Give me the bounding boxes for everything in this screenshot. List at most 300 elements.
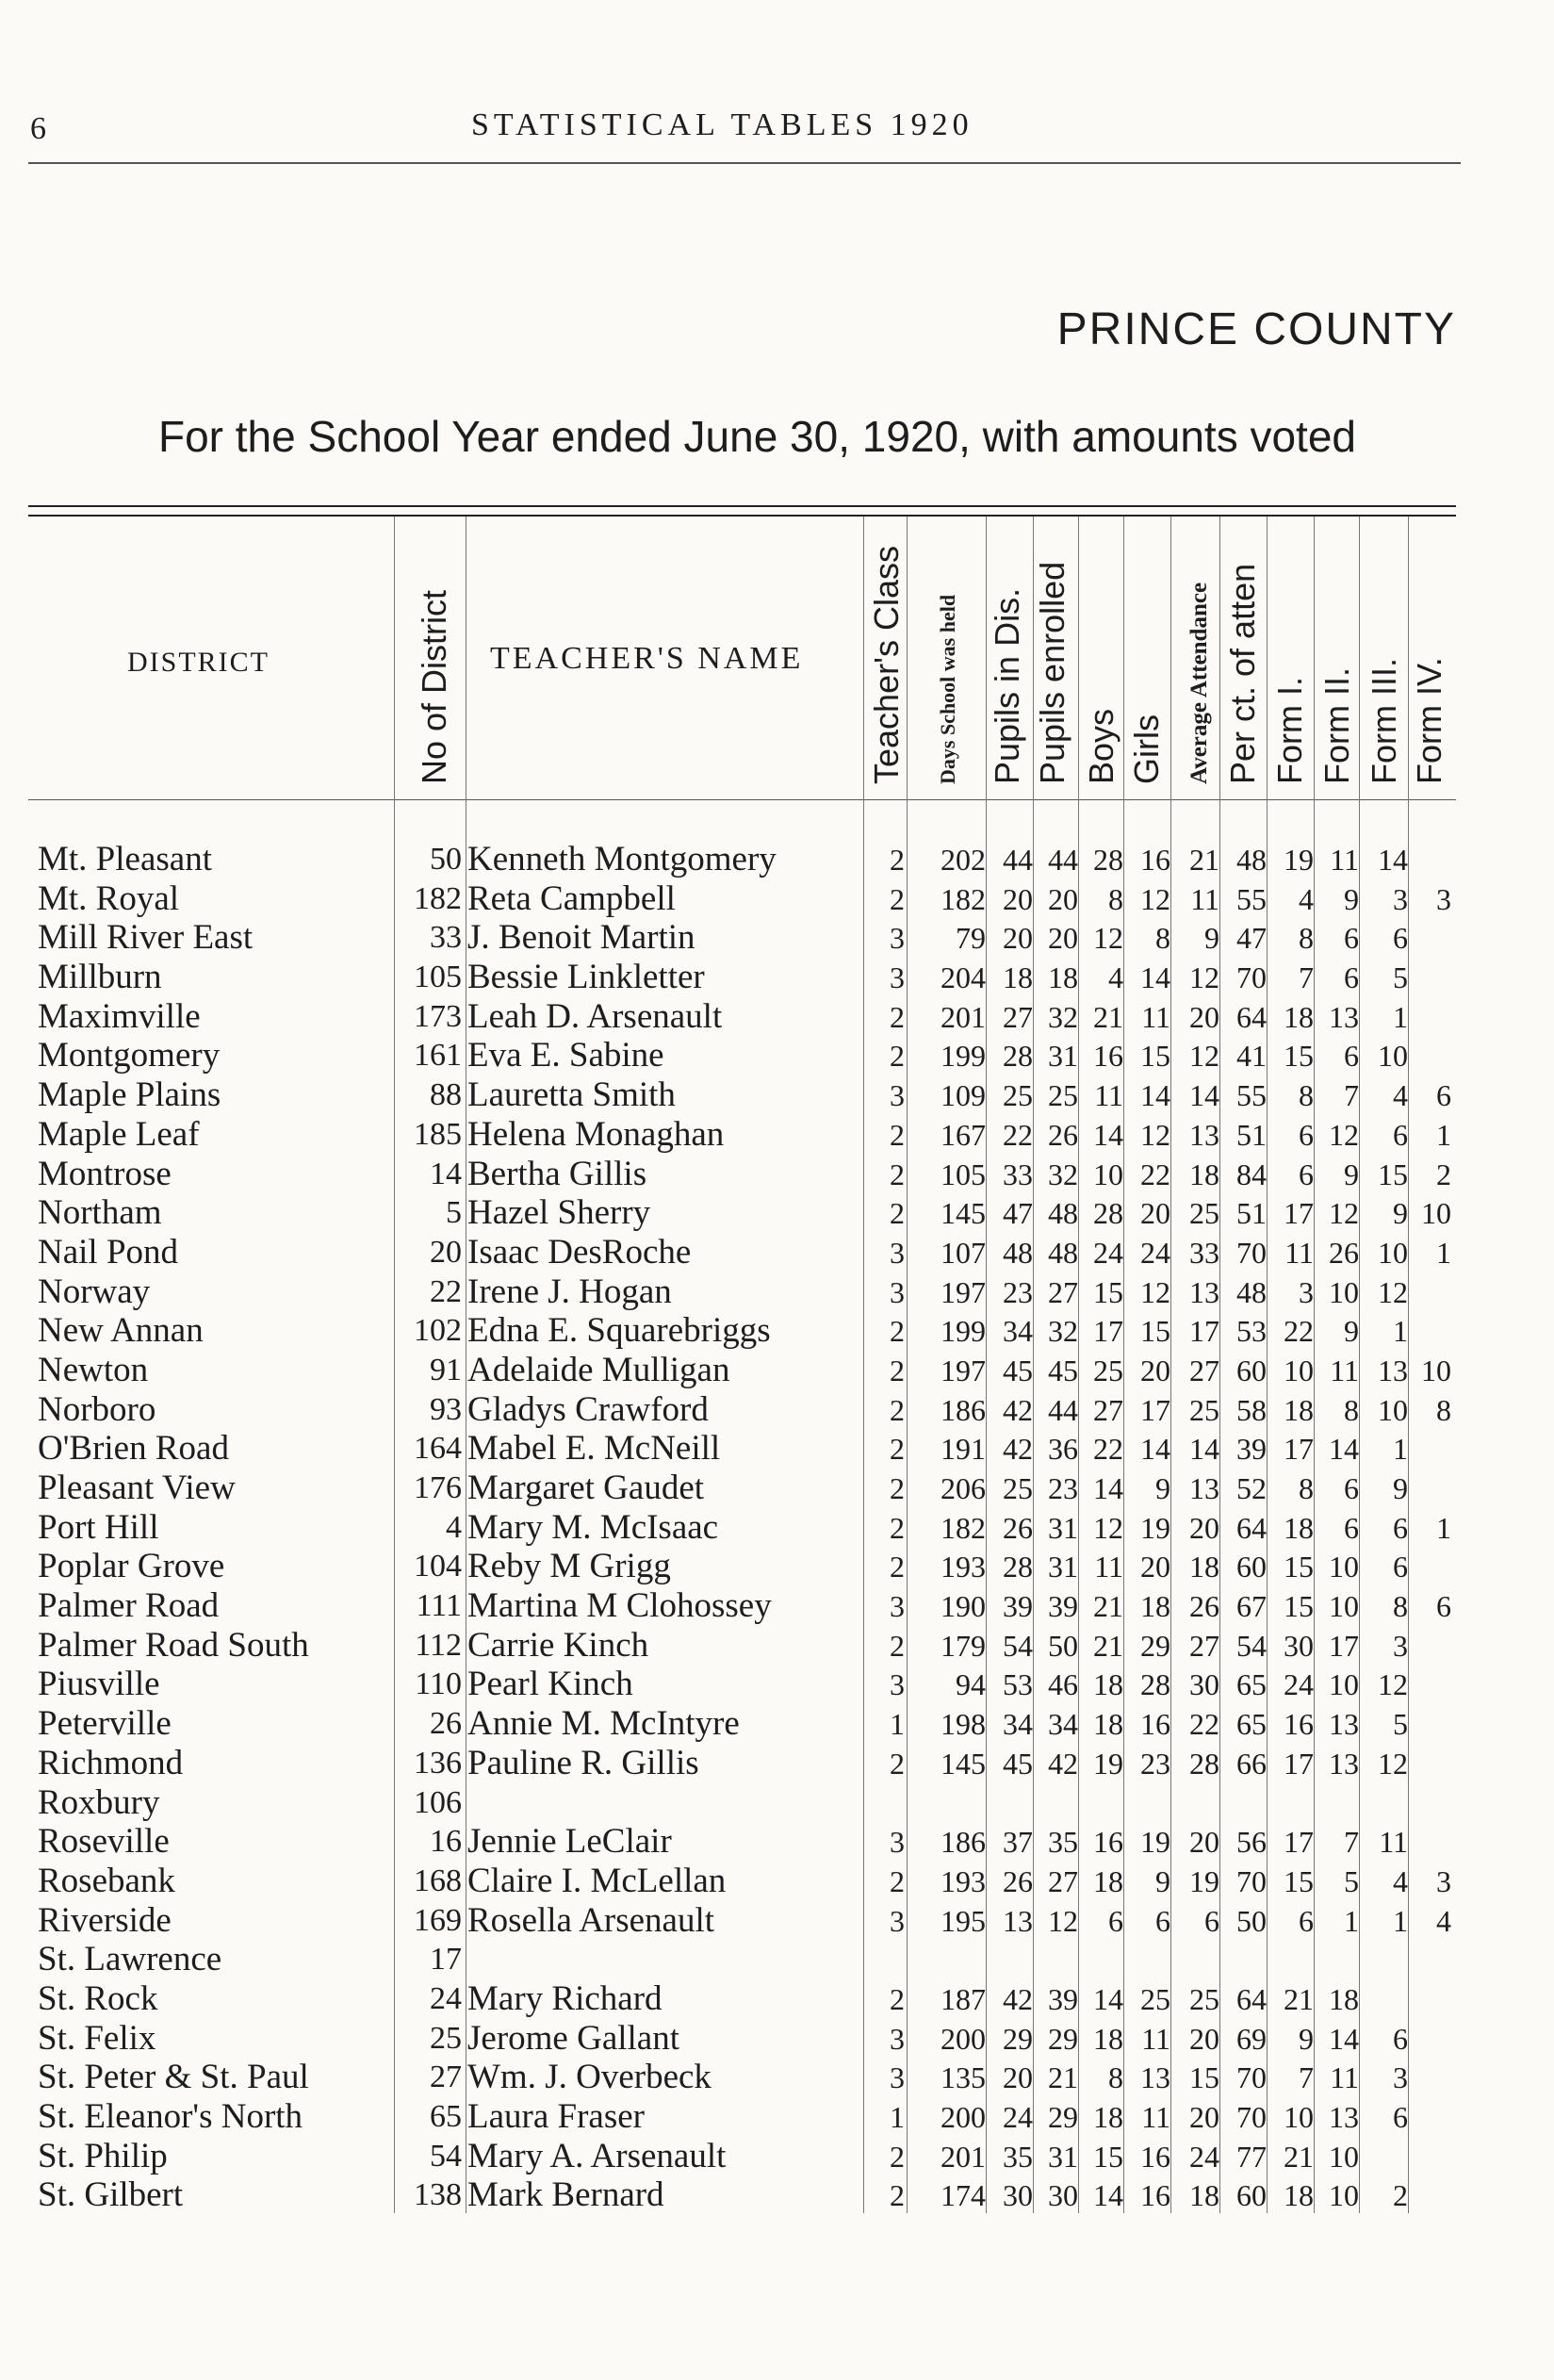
- pupils-in-dis-cell: 25: [1003, 1471, 1033, 1505]
- form2-cell: 11: [1330, 843, 1359, 877]
- district-cell: Norboro: [38, 1389, 156, 1429]
- form1-cell: 22: [1284, 1314, 1314, 1349]
- district-cell: Palmer Road South: [38, 1625, 309, 1665]
- form2-cell: 6: [1344, 1471, 1359, 1505]
- column-header-form1: Form I.: [1270, 677, 1309, 784]
- average-attendance-cell: 33: [1189, 1235, 1219, 1270]
- district-cell: St. Lawrence: [38, 1940, 222, 1979]
- average-attendance-cell: 14: [1189, 1432, 1219, 1467]
- form3-cell: 10: [1378, 1039, 1408, 1074]
- boys-cell: 14: [1093, 2178, 1123, 2213]
- pupils-in-dis-cell: 22: [1003, 1117, 1033, 1152]
- days-held-cell: 199: [941, 1039, 986, 1074]
- district-number-cell: 50: [430, 842, 462, 877]
- pupils-enrolled-cell: 48: [1048, 1235, 1078, 1270]
- pupils-enrolled-cell: 30: [1048, 2178, 1078, 2213]
- form2-cell: 10: [1329, 2178, 1359, 2213]
- teacher-name-cell: Martina M Clohossey: [467, 1586, 772, 1626]
- girls-cell: 24: [1140, 1235, 1170, 1270]
- average-attendance-cell: 24: [1189, 2139, 1219, 2174]
- column-header-boys: Boys: [1082, 708, 1121, 784]
- table-row: [0, 917, 1554, 957]
- per-ct-cell: 55: [1236, 1078, 1267, 1113]
- form3-cell: 10: [1378, 1235, 1408, 1270]
- average-attendance-cell: 20: [1189, 2021, 1219, 2056]
- boys-cell: 27: [1093, 1392, 1123, 1427]
- table-body: [0, 839, 1554, 2214]
- table-row: [0, 1192, 1554, 1232]
- teacher-name-cell: Annie M. McIntyre: [467, 1704, 740, 1744]
- table-row: [0, 2057, 1554, 2096]
- teacher-class-cell: 3: [890, 1078, 905, 1113]
- days-held-cell: 193: [941, 1550, 986, 1584]
- girls-cell: 28: [1140, 1667, 1170, 1702]
- form1-cell: 10: [1284, 2100, 1314, 2134]
- form1-cell: 9: [1299, 2021, 1314, 2056]
- teacher-name-cell: Jennie LeClair: [467, 1822, 672, 1862]
- girls-cell: 20: [1140, 1353, 1170, 1387]
- form1-cell: 21: [1284, 1981, 1314, 2016]
- table-row: [0, 1900, 1554, 1940]
- district-cell: Millburn: [38, 958, 162, 997]
- table-row: [0, 1664, 1554, 1703]
- form1-cell: 17: [1284, 1432, 1314, 1467]
- form2-cell: 7: [1344, 1078, 1359, 1113]
- form1-cell: 18: [1284, 1392, 1314, 1427]
- teacher-class-cell: 2: [890, 1157, 905, 1191]
- table-row: [0, 1507, 1554, 1547]
- district-cell: St. Felix: [38, 2018, 156, 2058]
- average-attendance-cell: 21: [1189, 843, 1219, 877]
- pupils-in-dis-cell: 27: [1003, 999, 1033, 1034]
- days-held-cell: 109: [941, 1078, 986, 1113]
- average-attendance-cell: 25: [1189, 1981, 1219, 2016]
- form2-cell: 13: [1329, 1746, 1359, 1781]
- table-row: [0, 1585, 1554, 1625]
- teacher-name-cell: Carrie Kinch: [467, 1625, 649, 1665]
- teacher-name-cell: Adelaide Mulligan: [467, 1350, 730, 1389]
- girls-cell: 16: [1140, 2139, 1170, 2174]
- page-number: 6: [30, 111, 46, 146]
- column-header-form4: Form IV.: [1410, 657, 1448, 784]
- days-held-cell: 202: [941, 843, 986, 877]
- district-number-cell: 5: [446, 1195, 462, 1231]
- form4-cell: 10: [1421, 1196, 1451, 1231]
- pupils-in-dis-cell: 20: [1003, 2060, 1033, 2095]
- form4-cell: 1: [1436, 1117, 1451, 1152]
- teacher-class-cell: 2: [890, 999, 905, 1034]
- per-ct-cell: 53: [1236, 1314, 1267, 1349]
- days-held-cell: 94: [956, 1667, 986, 1702]
- form1-cell: 18: [1284, 1510, 1314, 1545]
- running-title: STATISTICAL TABLES 1920: [471, 107, 973, 142]
- form3-cell: 12: [1378, 1274, 1408, 1309]
- form1-cell: 8: [1299, 1471, 1314, 1505]
- days-held-cell: 197: [941, 1274, 986, 1309]
- girls-cell: 25: [1140, 1981, 1170, 2016]
- district-cell: Northam: [38, 1193, 162, 1233]
- form1-cell: 30: [1284, 1628, 1314, 1663]
- average-attendance-cell: 27: [1189, 1628, 1219, 1663]
- average-attendance-cell: 20: [1189, 1825, 1219, 1860]
- teacher-class-cell: 2: [890, 1314, 905, 1349]
- days-held-cell: 187: [941, 1981, 986, 2016]
- teacher-name-cell: Irene J. Hogan: [467, 1272, 672, 1311]
- average-attendance-cell: 20: [1189, 999, 1219, 1034]
- district-cell: Palmer Road: [38, 1586, 220, 1626]
- per-ct-cell: 66: [1236, 1746, 1267, 1781]
- district-number-cell: 4: [446, 1509, 462, 1545]
- per-ct-cell: 60: [1236, 1353, 1267, 1387]
- district-number-cell: 33: [430, 920, 462, 956]
- pupils-in-dis-cell: 28: [1003, 1550, 1033, 1584]
- form1-cell: 15: [1284, 1550, 1314, 1584]
- per-ct-cell: 64: [1236, 1981, 1267, 2016]
- boys-cell: 25: [1093, 1353, 1123, 1387]
- form1-cell: 4: [1299, 881, 1314, 916]
- teacher-name-cell: Pauline R. Gillis: [467, 1743, 699, 1782]
- days-held-cell: 190: [941, 1589, 986, 1624]
- district-number-cell: 93: [430, 1391, 462, 1427]
- teacher-name-cell: Mabel E. McNeill: [467, 1429, 721, 1469]
- form2-cell: 7: [1344, 1825, 1359, 1860]
- form3-cell: 3: [1393, 1628, 1408, 1663]
- pupils-in-dis-cell: 42: [1003, 1981, 1033, 2016]
- boys-cell: 21: [1093, 1628, 1123, 1663]
- average-attendance-cell: 20: [1189, 2100, 1219, 2134]
- per-ct-cell: 56: [1236, 1825, 1267, 1860]
- district-cell: Maximville: [38, 996, 201, 1036]
- form1-cell: 6: [1299, 1157, 1314, 1191]
- table-row: [0, 1350, 1554, 1389]
- pupils-in-dis-cell: 26: [1003, 1510, 1033, 1545]
- district-number-cell: 16: [430, 1824, 462, 1860]
- form2-cell: 18: [1329, 1981, 1359, 2016]
- form1-cell: 17: [1284, 1196, 1314, 1231]
- average-attendance-cell: 28: [1189, 1746, 1219, 1781]
- boys-cell: 21: [1093, 1589, 1123, 1624]
- district-number-cell: 168: [414, 1863, 462, 1898]
- per-ct-cell: 77: [1236, 2139, 1267, 2174]
- form2-cell: 10: [1329, 1274, 1359, 1309]
- pupils-enrolled-cell: 39: [1048, 1981, 1078, 2016]
- district-number-cell: 54: [430, 2138, 462, 2174]
- form2-cell: 17: [1329, 1628, 1359, 1663]
- girls-cell: 19: [1140, 1510, 1170, 1545]
- form2-cell: 10: [1329, 2139, 1359, 2174]
- table-row: [0, 1743, 1554, 1782]
- county-title: PRINCE COUNTY: [1056, 304, 1456, 354]
- teacher-class-cell: 2: [890, 1353, 905, 1387]
- teacher-class-cell: 3: [890, 1667, 905, 1702]
- girls-cell: 14: [1140, 960, 1170, 995]
- boys-cell: 18: [1093, 1667, 1123, 1702]
- boys-cell: 22: [1093, 1432, 1123, 1467]
- pupils-in-dis-cell: 18: [1003, 960, 1033, 995]
- district-number-cell: 17: [430, 1942, 462, 1978]
- table-row: [0, 957, 1554, 996]
- table-row: [0, 1546, 1554, 1585]
- pupils-enrolled-cell: 25: [1048, 1078, 1078, 1113]
- form3-cell: 11: [1379, 1825, 1408, 1860]
- form1-cell: 6: [1299, 1117, 1314, 1152]
- form3-cell: 12: [1378, 1667, 1408, 1702]
- table-row: [0, 1428, 1554, 1468]
- district-number-cell: 173: [414, 998, 462, 1034]
- pupils-in-dis-cell: 26: [1003, 1863, 1033, 1898]
- form4-cell: 3: [1436, 881, 1451, 916]
- average-attendance-cell: 25: [1189, 1392, 1219, 1427]
- teacher-name-cell: Leah D. Arsenault: [467, 996, 723, 1036]
- teacher-class-cell: 2: [890, 1746, 905, 1781]
- table-row: [0, 1075, 1554, 1114]
- average-attendance-cell: 14: [1189, 1078, 1219, 1113]
- district-number-cell: 138: [414, 2177, 462, 2213]
- district-cell: Maple Leaf: [38, 1114, 200, 1154]
- days-held-cell: 193: [941, 1863, 986, 1898]
- table-row: [0, 878, 1554, 918]
- pupils-enrolled-cell: 36: [1048, 1432, 1078, 1467]
- teacher-class-cell: 2: [890, 1432, 905, 1467]
- pupils-enrolled-cell: 44: [1048, 1392, 1078, 1427]
- average-attendance-cell: 18: [1189, 2178, 1219, 2213]
- girls-cell: 17: [1140, 1392, 1170, 1427]
- form3-cell: 4: [1393, 1078, 1408, 1113]
- district-cell: Roseville: [38, 1822, 170, 1862]
- per-ct-cell: 70: [1236, 2100, 1267, 2134]
- girls-cell: 29: [1140, 1628, 1170, 1663]
- girls-cell: 11: [1141, 2100, 1170, 2134]
- per-ct-cell: 51: [1236, 1196, 1267, 1231]
- form3-cell: 8: [1393, 1589, 1408, 1624]
- teacher-name-cell: J. Benoit Martin: [467, 918, 695, 958]
- form2-cell: 10: [1329, 1589, 1359, 1624]
- table-row: [0, 1154, 1554, 1193]
- district-cell: Poplar Grove: [38, 1547, 225, 1586]
- year-subtitle: For the School Year ended June 30, 1920, with amounts voted: [158, 412, 1356, 461]
- form2-cell: 6: [1344, 921, 1359, 956]
- per-ct-cell: 58: [1236, 1392, 1267, 1427]
- district-cell: O'Brien Road: [38, 1429, 229, 1469]
- district-number-cell: 176: [414, 1470, 462, 1505]
- table-row: [0, 1114, 1554, 1154]
- boys-cell: 28: [1093, 1196, 1123, 1231]
- teacher-class-cell: 2: [890, 1863, 905, 1898]
- column-header-district: DISTRICT: [127, 647, 270, 678]
- district-cell: Norway: [38, 1272, 151, 1311]
- teacher-name-cell: Isaac DesRoche: [467, 1232, 692, 1272]
- pupils-in-dis-cell: 23: [1003, 1274, 1033, 1309]
- girls-cell: 12: [1140, 1274, 1170, 1309]
- form2-cell: 11: [1330, 2060, 1359, 2095]
- district-number-cell: 24: [430, 1980, 462, 2016]
- table-row: [0, 1978, 1554, 2018]
- form4-cell: 10: [1421, 1353, 1451, 1387]
- average-attendance-cell: 17: [1189, 1314, 1219, 1349]
- form1-cell: 8: [1299, 921, 1314, 956]
- table-row: [0, 1625, 1554, 1665]
- pupils-in-dis-cell: 35: [1003, 2139, 1033, 2174]
- pupils-in-dis-cell: 13: [1003, 1903, 1033, 1938]
- teacher-class-cell: 2: [890, 1510, 905, 1545]
- days-held-cell: 191: [941, 1432, 986, 1467]
- column-header-no-of-district: No of District: [415, 589, 453, 784]
- teacher-class-cell: 2: [890, 1039, 905, 1074]
- district-cell: New Annan: [38, 1311, 204, 1351]
- table-row: [0, 1272, 1554, 1311]
- table-row: [0, 1821, 1554, 1861]
- days-held-cell: 179: [941, 1628, 986, 1663]
- form1-cell: 6: [1299, 1903, 1314, 1938]
- table-row: [0, 2096, 1554, 2136]
- boys-cell: 11: [1094, 1078, 1123, 1113]
- boys-cell: 18: [1093, 1707, 1123, 1742]
- form1-cell: 18: [1284, 2178, 1314, 2213]
- form4-cell: 4: [1436, 1903, 1451, 1938]
- district-cell: Riverside: [38, 1900, 172, 1940]
- days-held-cell: 186: [941, 1825, 986, 1860]
- column-header-days-held: Days School was held: [936, 594, 959, 784]
- form3-cell: 13: [1378, 1353, 1408, 1387]
- district-number-cell: 14: [430, 1156, 462, 1191]
- form1-cell: 11: [1284, 1235, 1314, 1270]
- average-attendance-cell: 22: [1189, 1707, 1219, 1742]
- teacher-name-cell: Rosella Arsenault: [467, 1900, 715, 1940]
- teacher-name-cell: Reby M Grigg: [467, 1547, 671, 1586]
- district-number-cell: 111: [416, 1588, 462, 1624]
- boys-cell: 15: [1093, 1274, 1123, 1309]
- teacher-class-cell: 2: [890, 1392, 905, 1427]
- boys-cell: 4: [1108, 960, 1123, 995]
- form2-cell: 14: [1329, 1432, 1359, 1467]
- days-held-cell: 204: [941, 960, 986, 995]
- form1-cell: 17: [1284, 1825, 1314, 1860]
- district-number-cell: 91: [430, 1352, 462, 1387]
- teacher-name-cell: Reta Campbell: [467, 878, 676, 918]
- teacher-class-cell: 2: [890, 881, 905, 916]
- form3-cell: 6: [1393, 921, 1408, 956]
- teacher-class-cell: 2: [890, 1471, 905, 1505]
- boys-cell: 24: [1093, 1235, 1123, 1270]
- teacher-name-cell: Mark Bernard: [467, 2175, 664, 2215]
- pupils-enrolled-cell: 12: [1048, 1903, 1078, 1938]
- table-row: [0, 2175, 1554, 2214]
- days-held-cell: 206: [941, 1471, 986, 1505]
- boys-cell: 28: [1093, 843, 1123, 877]
- district-cell: Mt. Pleasant: [38, 840, 212, 878]
- per-ct-cell: 70: [1236, 1863, 1267, 1898]
- table-row: [0, 1310, 1554, 1350]
- form3-cell: 9: [1393, 1471, 1408, 1505]
- girls-cell: 11: [1141, 2021, 1170, 2056]
- teacher-name-cell: Helena Monaghan: [467, 1114, 725, 1154]
- form1-cell: 24: [1284, 1667, 1314, 1702]
- per-ct-cell: 67: [1236, 1589, 1267, 1624]
- per-ct-cell: 64: [1236, 999, 1267, 1034]
- form1-cell: 17: [1284, 1746, 1314, 1781]
- boys-cell: 18: [1093, 2021, 1123, 2056]
- per-ct-cell: 65: [1236, 1667, 1267, 1702]
- days-held-cell: 200: [941, 2021, 986, 2056]
- form1-cell: 7: [1299, 960, 1314, 995]
- form3-cell: 3: [1393, 2060, 1408, 2095]
- boys-cell: 8: [1108, 2060, 1123, 2095]
- per-ct-cell: 52: [1236, 1471, 1267, 1505]
- average-attendance-cell: 13: [1189, 1471, 1219, 1505]
- pupils-in-dis-cell: 34: [1003, 1707, 1033, 1742]
- district-number-cell: 110: [415, 1666, 462, 1702]
- teacher-name-cell: Kenneth Montgomery: [467, 840, 777, 878]
- form2-cell: 13: [1329, 999, 1359, 1034]
- district-number-cell: 112: [415, 1627, 462, 1663]
- days-held-cell: 201: [941, 2139, 986, 2174]
- pupils-in-dis-cell: 44: [1003, 843, 1033, 877]
- teacher-class-cell: 3: [890, 2060, 905, 2095]
- form1-cell: 3: [1299, 1274, 1314, 1309]
- average-attendance-cell: 20: [1189, 1510, 1219, 1545]
- form4-cell: 1: [1436, 1235, 1451, 1270]
- column-header-average-attendance: Average Attendance: [1186, 582, 1212, 784]
- form2-cell: 14: [1329, 2021, 1359, 2056]
- girls-cell: 14: [1140, 1078, 1170, 1113]
- per-ct-cell: 41: [1236, 1039, 1267, 1074]
- average-attendance-cell: 19: [1189, 1863, 1219, 1898]
- column-header-teacher: TEACHER'S NAME: [490, 641, 804, 676]
- girls-cell: 14: [1140, 1432, 1170, 1467]
- boys-cell: 16: [1093, 1825, 1123, 1860]
- per-ct-cell: 69: [1236, 2021, 1267, 2056]
- girls-cell: 11: [1141, 999, 1170, 1034]
- per-ct-cell: 48: [1236, 843, 1267, 877]
- average-attendance-cell: 26: [1189, 1589, 1219, 1624]
- form1-cell: 15: [1284, 1039, 1314, 1074]
- girls-cell: 13: [1140, 2060, 1170, 2095]
- column-header-form3: Form III.: [1365, 658, 1403, 784]
- days-held-cell: 200: [941, 2100, 986, 2134]
- district-cell: St. Gilbert: [38, 2175, 184, 2215]
- form2-cell: 6: [1344, 1039, 1359, 1074]
- girls-cell: 12: [1140, 1117, 1170, 1152]
- girls-cell: 20: [1140, 1550, 1170, 1584]
- days-held-cell: 197: [941, 1353, 986, 1387]
- boys-cell: 8: [1108, 881, 1123, 916]
- average-attendance-cell: 11: [1190, 881, 1219, 916]
- teacher-name-cell: Pearl Kinch: [467, 1665, 633, 1704]
- form2-cell: 9: [1344, 1157, 1359, 1191]
- district-number-cell: 102: [414, 1313, 462, 1349]
- table-row: [0, 839, 1554, 878]
- district-cell: St. Philip: [38, 2136, 168, 2175]
- form2-cell: 11: [1330, 1353, 1359, 1387]
- form3-cell: 3: [1393, 881, 1408, 916]
- form2-cell: 6: [1344, 960, 1359, 995]
- average-attendance-cell: 25: [1189, 1196, 1219, 1231]
- district-number-cell: 26: [430, 1706, 462, 1742]
- days-held-cell: 182: [941, 1510, 986, 1545]
- girls-cell: 8: [1155, 921, 1170, 956]
- table-row: [0, 1703, 1554, 1743]
- teacher-class-cell: 3: [890, 1274, 905, 1309]
- days-held-cell: 145: [941, 1196, 986, 1231]
- form1-cell: 7: [1299, 2060, 1314, 2095]
- days-held-cell: 195: [941, 1903, 986, 1938]
- column-header-pupils-enrolled: Pupils enrolled: [1033, 561, 1071, 784]
- form3-cell: 9: [1393, 1196, 1408, 1231]
- teacher-name-cell: Laura Fraser: [467, 2097, 645, 2136]
- boys-cell: 18: [1093, 2100, 1123, 2134]
- per-ct-cell: 60: [1236, 1550, 1267, 1584]
- district-cell: Maple Plains: [38, 1075, 221, 1115]
